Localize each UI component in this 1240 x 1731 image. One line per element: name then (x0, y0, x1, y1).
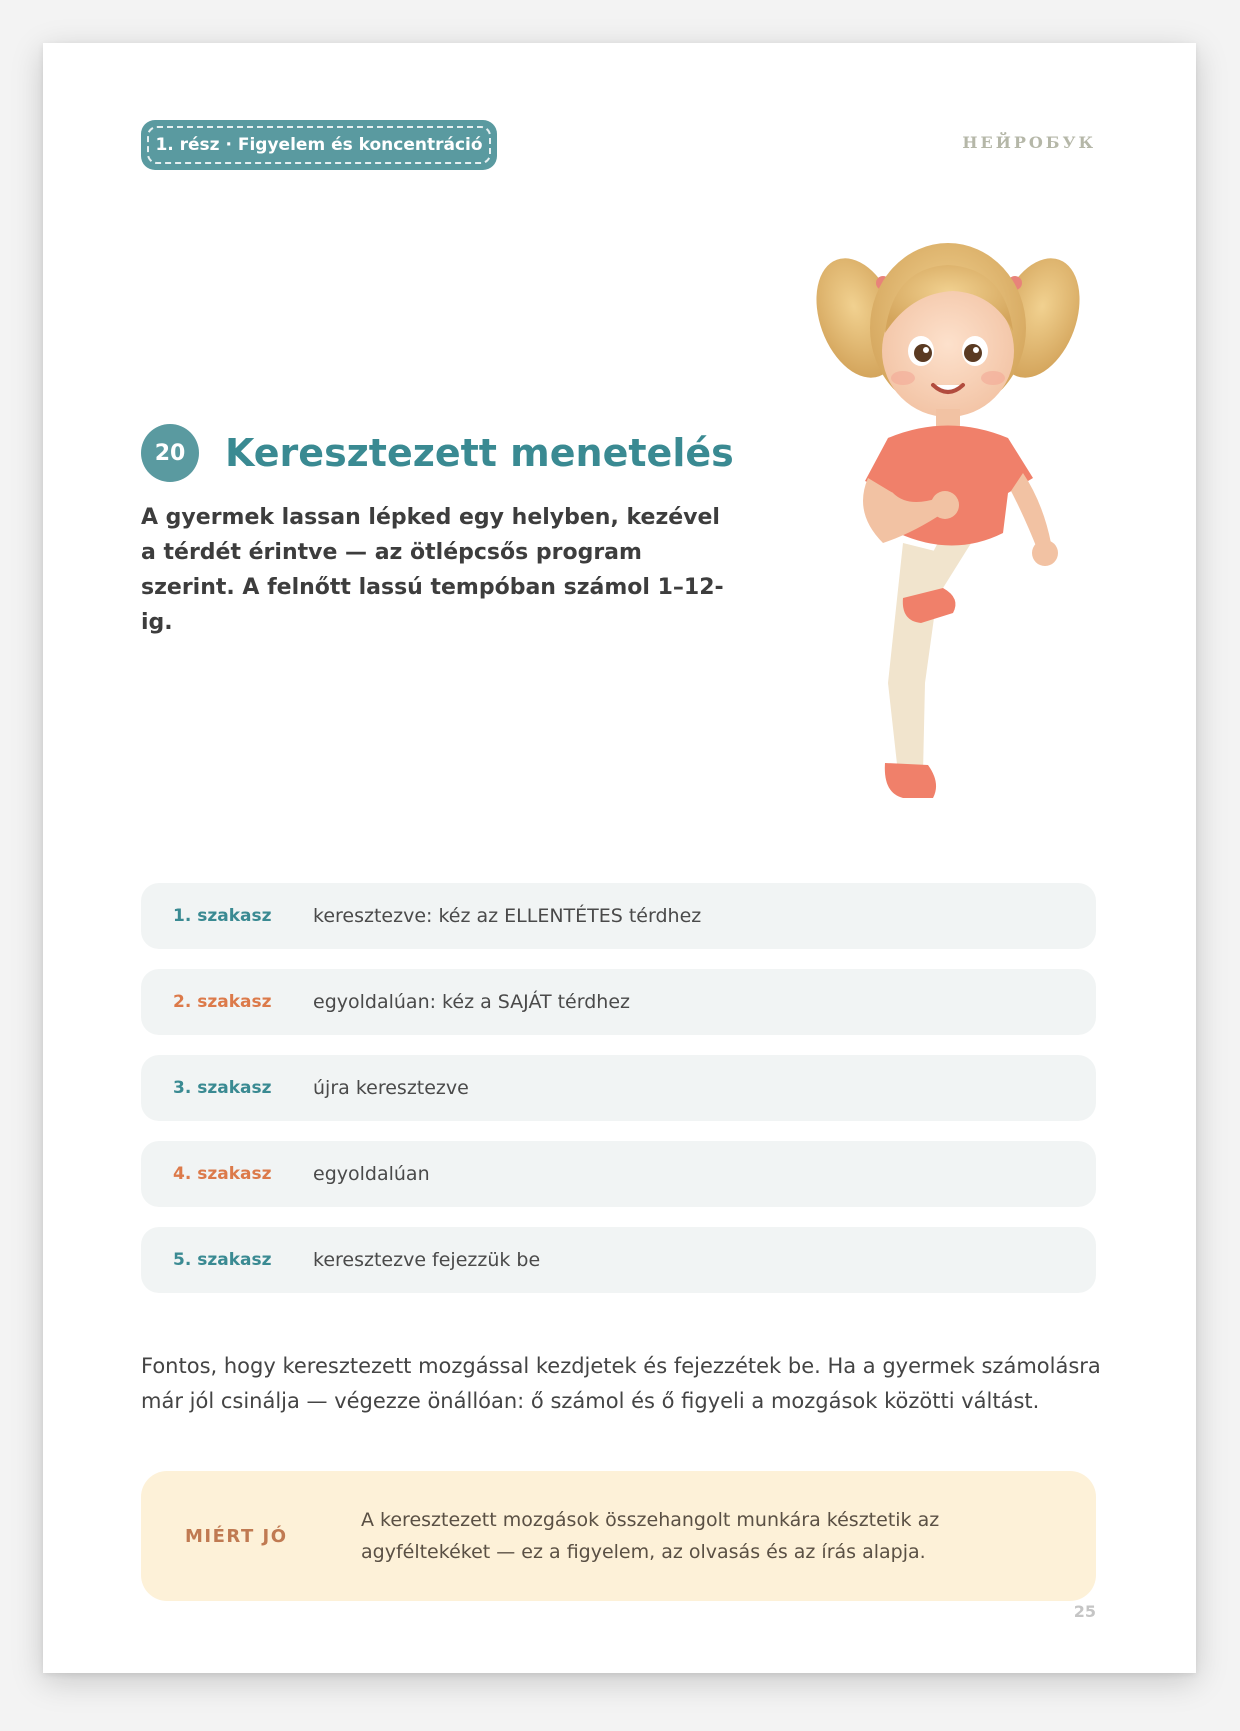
book-page (43, 43, 1196, 1673)
why-good-box (141, 1471, 1096, 1601)
why-good-text: A keresztezett mozgások összehangolt munkára késztetik az agyféltekéket — ez a figyelem, az olvasás és az írás alapja. (361, 1509, 940, 1563)
phase-row (141, 1141, 1096, 1207)
phase-label: 3. szakasz (173, 1078, 272, 1098)
phase-text: egyoldalúan: kéz a SAJÁT térdhez (313, 991, 630, 1013)
phase-text: újra keresztezve (313, 1077, 469, 1099)
phase-text: keresztezve: kéz az ELLENTÉTES térdhez (313, 905, 702, 927)
phase-text: egyoldalúan (313, 1163, 430, 1185)
brand-name: НЕЙРОБУК (962, 133, 1096, 152)
phase-row (141, 1227, 1096, 1293)
phase-list (141, 883, 1096, 1313)
phase-label: 1. szakasz (173, 906, 272, 926)
phase-label: 4. szakasz (173, 1164, 272, 1184)
exercise-number-badge: 20 (141, 424, 199, 482)
phase-row (141, 1055, 1096, 1121)
page-number: 25 (1073, 1602, 1096, 1621)
phase-text: keresztezve fejezzük be (313, 1249, 541, 1271)
exercise-title: Keresztezett menetelés (225, 431, 734, 475)
phase-row (141, 883, 1096, 949)
exercise-intro: A gyermek lassan lépked egy helyben, kezével a térdét érintve — az ötlépcsős program szerint. A felnőtt lassú tempóban számol 1–12-ig. (141, 505, 724, 635)
phase-row (141, 969, 1096, 1035)
girl-marching-illustration (793, 213, 1133, 893)
section-badge-label: 1. rész · Figyelem és koncentráció (155, 135, 483, 155)
phase-label: 5. szakasz (173, 1250, 272, 1270)
instruction-note: Fontos, hogy keresztezett mozgással kezdjetek és fejezzétek be. Ha a gyermek számolásra már jól csinálja — végezze önállóan: ő számol és ő figyeli a mozgások közötti váltást. (141, 1354, 1101, 1413)
why-good-label: MIÉRT JÓ (185, 1525, 288, 1547)
section-badge (141, 120, 497, 170)
phase-label: 2. szakasz (173, 992, 272, 1012)
